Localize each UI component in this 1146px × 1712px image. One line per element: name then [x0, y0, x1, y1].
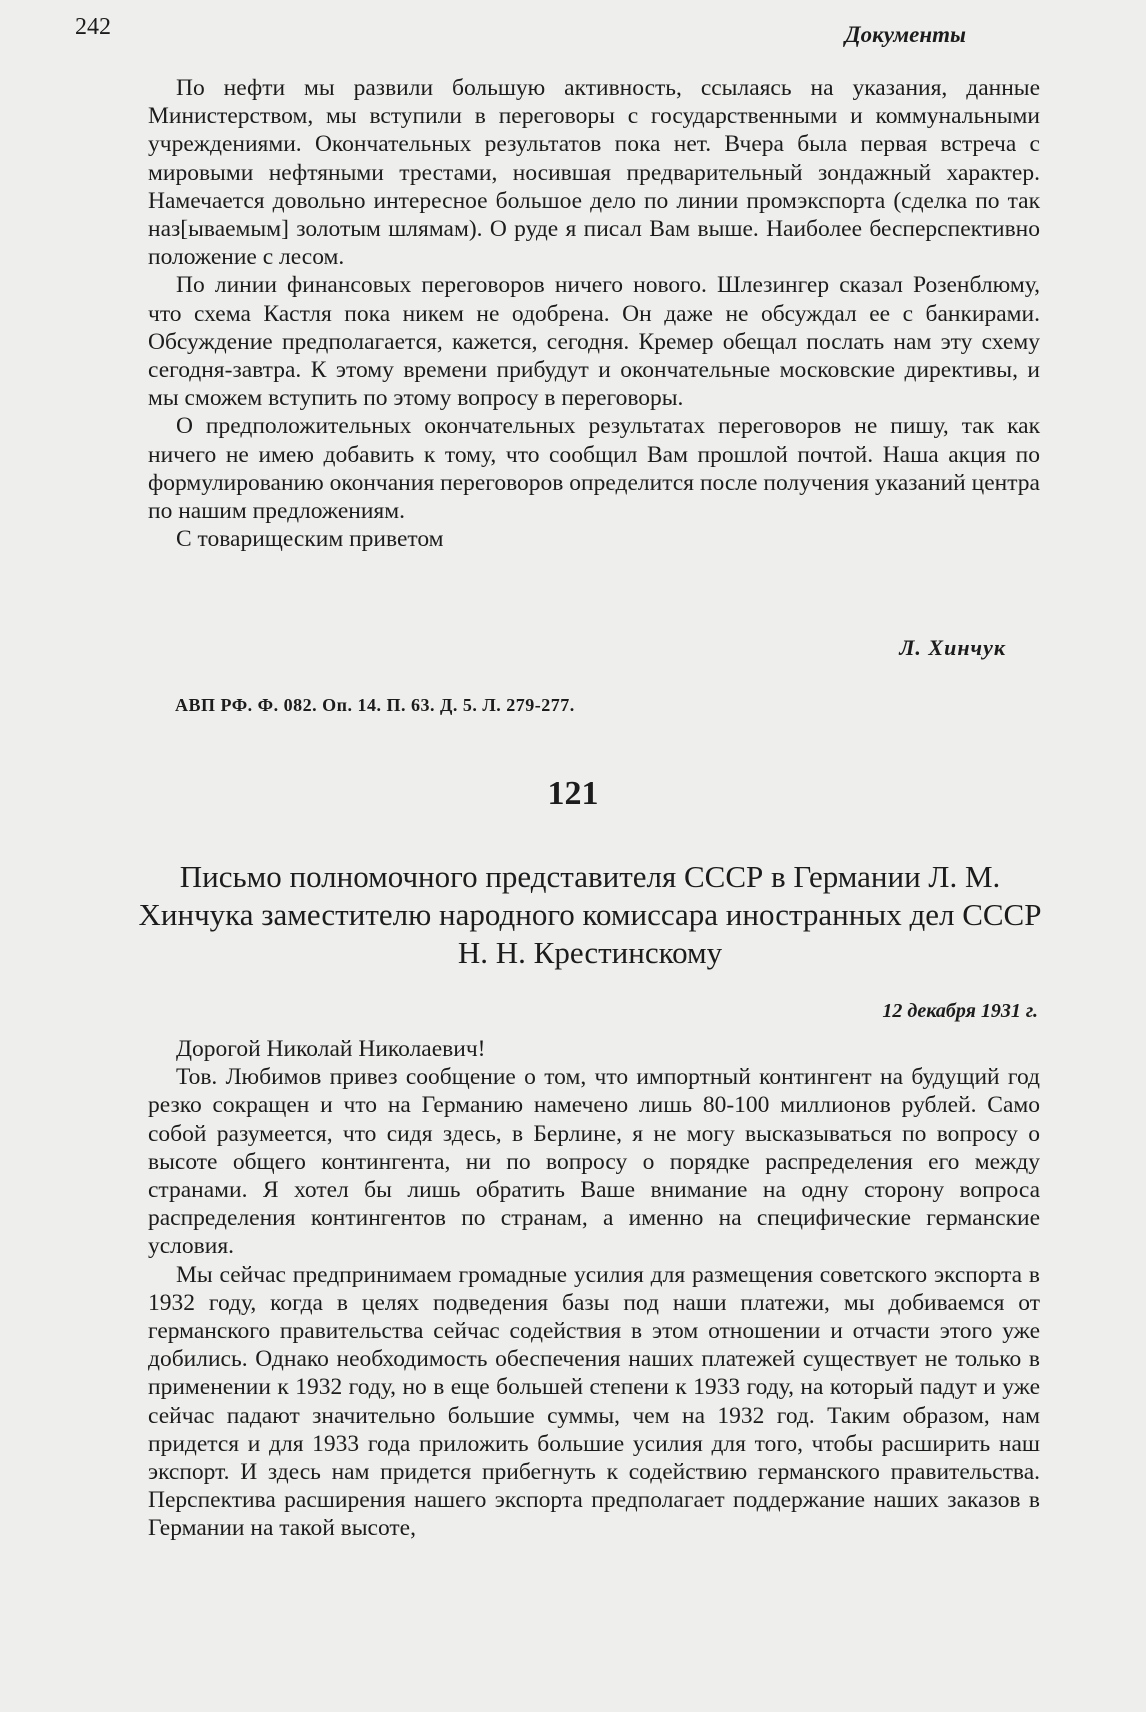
salutation: Дорогой Николай Николаевич! — [176, 1036, 486, 1062]
archive-source: АВП РФ. Ф. 082. Оп. 14. П. 63. Д. 5. Л. 279-277. — [175, 695, 575, 715]
letter-2-body — [148, 1035, 1040, 1543]
paragraph: Мы сейчас предпринимаем громадные усилия для размещения советского экспорта в 1932 году, когда в целях подведения базы под наши платежи, мы добиваемся от германского правительства сейчас содействия в этом отношении и отчасти этого уже добились. Однако необходимость обеспечения наших платежей существует не только в применении к 1932 году, но в еще большей степени к 1933 году, на который падут и уже сейчас падают значительно большие суммы, чем на 1932 год. Таким образом, нам придется и для 1933 года приложить большие усилия для того, чтобы расширить наш экспорт. И здесь нам придется прибегнуть к содействию германского правительства. Перспектива расширения нашего экспорта предполагает поддержание наших заказов в Германии на такой высоте, — [148, 1261, 1040, 1542]
document-date: 12 декабря 1931 г. — [882, 1000, 1038, 1022]
paragraph: Тов. Любимов привез сообщение о том, что импортный контингент на будущий год резко сокращен и что на Германию намечено лишь 80-100 миллионов рублей. Само собой разумеется, что сидя здесь, в Берлине, я не могу высказываться по вопросу о высоте общего контингента, ни по вопросу о порядке распределения его между странами. Я хотел бы лишь обратить Ваше внимание на одну сторону вопроса распределения контингентов по странам, а именно на специфические германские условия. — [148, 1064, 1040, 1260]
page-number: 242 — [75, 14, 111, 40]
document-number: 121 — [547, 775, 599, 812]
closing: С товарищеским приветом — [176, 526, 444, 553]
paragraph: По нефти мы развили большую активность, ссылаясь на указания, данные Министерством, мы вступили в переговоры с государственными и коммунальными учреждениями. Окончательных результатов пока нет. Вчера была первая встреча с мировыми нефтяными трестами, носившая предварительный зондажный характер. Намечается довольно интересное большое дело по линии промэкспорта (сделка по так наз[ываемым] золотым шлямам). О руде я писал Вам выше. Наиболее бесперспективно положение с лесом. — [148, 75, 1040, 271]
paragraph: О предположительных окончательных результатах переговоров не пишу, так как ничего не имею добавить к тому, что сообщил Вам прошлой почтой. Наша акция по формулированию окончания переговоров определится после получения указаний центра по нашим предложениям. — [148, 413, 1040, 525]
paragraph: По линии финансовых переговоров ничего нового. Шлезингер сказал Розенблюму, что схема Кастля пока никем не одобрена. Он даже не обсуждал ее с банкирами. Обсуждение предполагается, кажется, сегодня. Кремер обещал послать нам эту схему сегодня-завтра. К этому времени прибудут и окончательные московские директивы, и мы сможем вступить по этому вопросу в переговоры. — [148, 272, 1040, 412]
document-title: Письмо полномочного представителя СССР в Германии Л. М. Хинчука заместителю народного комиссара иностранных дел СССР Н. Н. Крестинскому — [138, 859, 1042, 970]
running-header: Документы — [844, 22, 966, 47]
signature: Л. Хинчук — [899, 635, 1006, 660]
letter-1-body — [148, 74, 1040, 553]
